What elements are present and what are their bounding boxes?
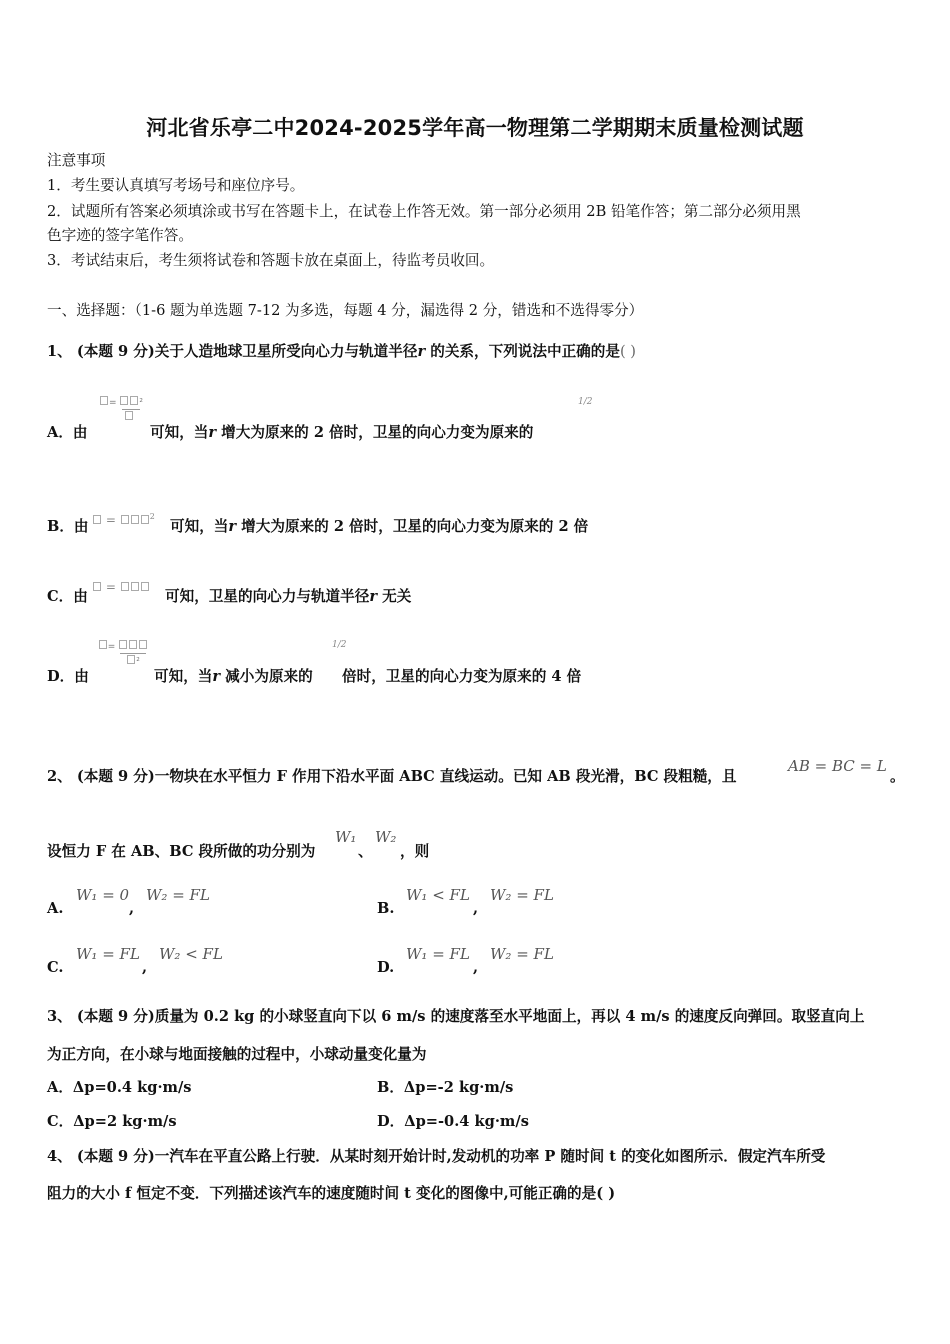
formula-image: W₁ = FL bbox=[406, 945, 470, 963]
separator: 、 bbox=[358, 843, 373, 860]
formula-image: W₁ < FL bbox=[406, 886, 470, 904]
stem-text: 设恒力 F 在 AB、BC 段所做的功分别为 bbox=[47, 843, 316, 860]
question-1-text: 1、 (本题 9 分)关于人造地球卫星所受向心力与轨道半径 bbox=[47, 343, 418, 360]
option-text: 可知，当 bbox=[170, 518, 229, 535]
q1-option-c[interactable] bbox=[47, 585, 88, 606]
formula-image: = bbox=[92, 580, 150, 594]
question-4-line-1: 4、 (本题 9 分)一汽车在平直公路上行驶．从某时刻开始计时,发动机的功率 P 随时间 t 的变化如图所示．假定汽车所受 bbox=[47, 1148, 826, 1165]
q1-option-b-text bbox=[170, 515, 588, 536]
q2-option-c[interactable]: C. bbox=[47, 959, 64, 976]
formula-image: W₁ = 0 bbox=[76, 886, 130, 904]
q1-option-b[interactable] bbox=[47, 515, 89, 536]
q3-option-c[interactable]: C．Δp=2 kg·m/s bbox=[47, 1113, 177, 1130]
option-label: B．由 bbox=[47, 518, 89, 535]
q3-option-d[interactable]: D．Δp=-0.4 kg·m/s bbox=[377, 1113, 529, 1130]
notice-item: 1．考生要认真填写考场号和座位序号。 bbox=[47, 177, 305, 194]
formula-w2: W₂ bbox=[375, 828, 397, 846]
formula-ab-bc-l: AB = BC = L bbox=[788, 757, 887, 775]
fraction-one-half: 1/2 bbox=[578, 397, 593, 407]
variable-r: r bbox=[208, 424, 217, 441]
option-label: A．由 bbox=[47, 424, 88, 441]
question-1-stem bbox=[47, 340, 636, 361]
q1-option-d-text-3: 倍时，卫星的向心力变为原来的 4 倍 bbox=[342, 668, 582, 685]
comma: , bbox=[129, 900, 135, 917]
formula-image: W₂ < FL bbox=[159, 945, 223, 963]
question-1-text-2: 的关系，下列说法中正确的是 bbox=[425, 343, 620, 360]
q2-option-a[interactable]: A. bbox=[47, 900, 64, 917]
option-label: C．由 bbox=[47, 588, 88, 605]
option-text: 可知，卫星的向心力与轨道半径 bbox=[165, 588, 370, 605]
notice-item: 3．考试结束后，考生须将试卷和答题卡放在桌面上，待监考员收回。 bbox=[47, 252, 495, 269]
answer-paren: ( ) bbox=[619, 343, 636, 360]
question-2-stem-2 bbox=[47, 840, 315, 861]
option-text-2: 增大为原来的 2 倍时，卫星的向心力变为原来的 2 倍 bbox=[236, 518, 589, 535]
comma: , bbox=[473, 959, 479, 976]
formula-image: = ² bbox=[92, 640, 154, 667]
question-4-line-2: 阻力的大小 f 恒定不变．下列描述该汽车的速度随时间 t 变化的图像中,可能正确的是( ) bbox=[47, 1185, 616, 1202]
section-heading: 一、选择题：（1-6 题为单选题 7-12 为多选，每题 4 分，漏选得 2 分，错选和不选得零分） bbox=[47, 302, 644, 319]
notice-item: 色字迹的签字笔作答。 bbox=[47, 227, 193, 244]
q1-option-a-text bbox=[150, 421, 533, 442]
q3-option-a[interactable]: A．Δp=0.4 kg·m/s bbox=[47, 1079, 192, 1096]
stem-end: ，则 bbox=[400, 843, 430, 860]
question-2-end: 。 bbox=[890, 768, 905, 785]
q1-option-a[interactable] bbox=[47, 421, 88, 442]
q1-option-c-text bbox=[165, 585, 411, 606]
notice-heading: 注意事项 bbox=[47, 152, 106, 169]
fraction-one-half: 1/2 bbox=[332, 640, 347, 650]
formula-w1: W₁ bbox=[335, 828, 357, 846]
option-text-2: 减小为原来的 bbox=[220, 668, 313, 685]
question-3-line-2: 为正方向，在小球与地面接触的过程中，小球动量变化量为 bbox=[47, 1046, 427, 1063]
question-2-stem: 2、 (本题 9 分)一物块在水平恒力 F 作用下沿水平面 ABC 直线运动。已知 AB 段光滑，BC 段粗糙，且 bbox=[47, 768, 737, 785]
variable-r: r bbox=[228, 518, 237, 535]
formula-image: W₂ = FL bbox=[146, 886, 210, 904]
formula-image: W₂ = FL bbox=[490, 886, 554, 904]
notice-item: 2．试题所有答案必须填涂或书写在答题卡上，在试卷上作答无效。第一部分必须用 2B 铅笔作答；第二部分必须用黑 bbox=[47, 203, 801, 220]
question-3-line-1: 3、 (本题 9 分)质量为 0.2 kg 的小球竖直向下以 6 m/s 的速度落至水平地面上，再以 4 m/s 的速度反向弹回。取竖直向上 bbox=[47, 1008, 865, 1025]
variable-r: r bbox=[369, 588, 378, 605]
variable-r: r bbox=[212, 668, 221, 685]
q2-option-d[interactable]: D. bbox=[377, 959, 395, 976]
comma: , bbox=[473, 900, 479, 917]
q1-option-d-text bbox=[154, 665, 313, 686]
comma: , bbox=[142, 959, 148, 976]
formula-image: W₁ = FL bbox=[76, 945, 140, 963]
option-text-2: 无关 bbox=[377, 588, 412, 605]
option-text-2: 增大为原来的 2 倍时，卫星的向心力变为原来的 bbox=[216, 424, 534, 441]
q1-option-d[interactable] bbox=[47, 665, 89, 686]
variable-r: r bbox=[417, 343, 426, 360]
q3-option-b[interactable]: B．Δp=-2 kg·m/s bbox=[377, 1079, 514, 1096]
q2-option-b[interactable]: B. bbox=[377, 900, 395, 917]
formula-image: = $^2$ bbox=[92, 512, 155, 527]
formula-image: W₂ = FL bbox=[490, 945, 554, 963]
formula-image: = ² bbox=[92, 396, 150, 423]
option-label: D．由 bbox=[47, 668, 89, 685]
option-text: 可知，当 bbox=[154, 668, 213, 685]
option-text: 可知，当 bbox=[150, 424, 209, 441]
page-title: 河北省乐亭二中2024-2025学年高一物理第二学期期末质量检测试题 bbox=[146, 116, 804, 140]
